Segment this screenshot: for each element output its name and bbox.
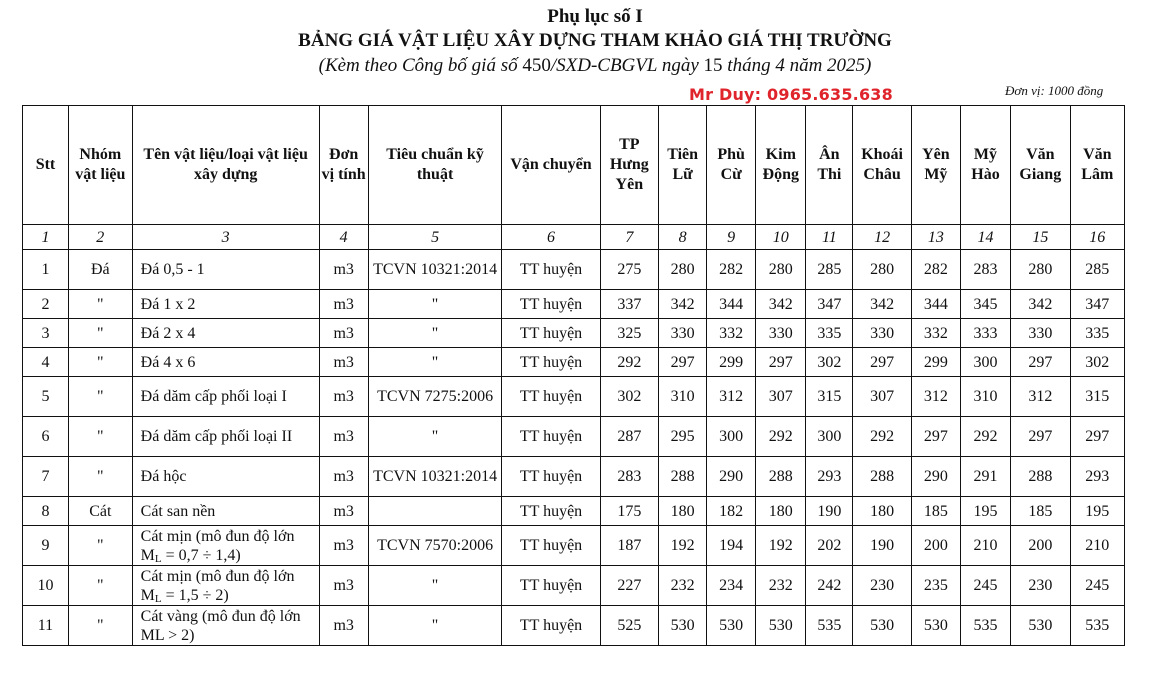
column-index: 14: [960, 225, 1010, 250]
column-index: 7: [600, 225, 658, 250]
row-price: 200: [1011, 526, 1071, 566]
row-price: 525: [600, 606, 658, 646]
row-price: 194: [707, 526, 756, 566]
column-header: Nhóm vật liệu: [68, 106, 132, 225]
row-unit: m3: [319, 319, 368, 348]
row-price: 312: [707, 377, 756, 417]
row-price: 295: [659, 417, 707, 457]
row-material-name: [132, 566, 319, 606]
subtitle-post: tháng 4 năm 2025): [722, 55, 872, 76]
row-standard: ": [368, 348, 502, 377]
row-price: 530: [659, 606, 707, 646]
row-price: 192: [756, 526, 806, 566]
contact-watermark: Mr Duy: 0965.635.638: [689, 85, 893, 104]
column-header: Ân Thi: [806, 106, 853, 225]
row-standard: ": [368, 606, 502, 646]
row-unit: m3: [319, 417, 368, 457]
row-stt: 9: [23, 526, 69, 566]
doc-number: 450: [522, 55, 551, 76]
row-price: 227: [600, 566, 658, 606]
row-price: 332: [707, 319, 756, 348]
row-transport: TT huyện: [502, 526, 600, 566]
row-price: 297: [756, 348, 806, 377]
header-row: [23, 106, 1125, 225]
row-price: 347: [806, 290, 853, 319]
table-row: [23, 526, 1125, 566]
row-standard: TCVN 7275:2006: [368, 377, 502, 417]
row-price: 293: [1070, 457, 1124, 497]
row-price: 325: [600, 319, 658, 348]
column-header: Văn Giang: [1011, 106, 1071, 225]
row-price: 530: [1011, 606, 1071, 646]
row-price: 302: [1070, 348, 1124, 377]
row-price: 530: [756, 606, 806, 646]
row-price: 530: [911, 606, 960, 646]
row-price: 288: [659, 457, 707, 497]
row-price: 282: [911, 250, 960, 290]
column-index: 12: [853, 225, 911, 250]
row-price: 300: [806, 417, 853, 457]
column-header: Stt: [23, 106, 69, 225]
row-stt: 11: [23, 606, 69, 646]
row-price: 337: [600, 290, 658, 319]
row-price: 190: [853, 526, 911, 566]
row-transport: TT huyện: [502, 377, 600, 417]
row-price: 300: [707, 417, 756, 457]
row-group: ": [68, 377, 132, 417]
row-price: 230: [853, 566, 911, 606]
row-price: 312: [911, 377, 960, 417]
row-transport: TT huyện: [502, 290, 600, 319]
row-stt: 5: [23, 377, 69, 417]
row-transport: TT huyện: [502, 417, 600, 457]
row-unit: m3: [319, 457, 368, 497]
row-standard: TCVN 10321:2014: [368, 250, 502, 290]
row-price: 535: [806, 606, 853, 646]
row-stt: 3: [23, 319, 69, 348]
row-group: ": [68, 290, 132, 319]
row-price: 230: [1011, 566, 1071, 606]
row-price: 307: [853, 377, 911, 417]
row-price: 297: [1011, 417, 1071, 457]
row-material-name: Cát vàng (mô đun độ lớn ML > 2): [132, 606, 319, 646]
column-index: 16: [1070, 225, 1124, 250]
row-standard: ": [368, 566, 502, 606]
column-index: 13: [911, 225, 960, 250]
row-price: 283: [960, 250, 1010, 290]
row-price: 275: [600, 250, 658, 290]
appendix-title: Phụ lục số I: [547, 6, 643, 27]
column-index: 5: [368, 225, 502, 250]
row-price: 280: [853, 250, 911, 290]
material-name-part: = 0,7 ÷ 1,4): [161, 546, 241, 564]
row-unit: m3: [319, 497, 368, 526]
row-price: 299: [707, 348, 756, 377]
row-price: 280: [756, 250, 806, 290]
table-row: [23, 377, 1125, 417]
row-price: 330: [756, 319, 806, 348]
row-group: Cát: [68, 497, 132, 526]
row-price: 315: [806, 377, 853, 417]
row-material-name: Đá hộc: [132, 457, 319, 497]
column-index: 11: [806, 225, 853, 250]
row-price: 330: [659, 319, 707, 348]
unit-note: Đơn vị: 1000 đồng: [1005, 83, 1104, 98]
row-price: 190: [806, 497, 853, 526]
column-index: 10: [756, 225, 806, 250]
row-price: 297: [659, 348, 707, 377]
row-price: 345: [960, 290, 1010, 319]
column-header: Đơn vị tính: [319, 106, 368, 225]
row-price: 287: [600, 417, 658, 457]
row-price: 293: [806, 457, 853, 497]
row-stt: 4: [23, 348, 69, 377]
row-price: 291: [960, 457, 1010, 497]
row-stt: 7: [23, 457, 69, 497]
row-price: 288: [853, 457, 911, 497]
row-price: 290: [911, 457, 960, 497]
row-transport: TT huyện: [502, 348, 600, 377]
row-price: 200: [911, 526, 960, 566]
row-material-name: Đá 1 x 2: [132, 290, 319, 319]
row-price: 302: [806, 348, 853, 377]
table-row: [23, 348, 1125, 377]
row-price: 335: [806, 319, 853, 348]
column-header: Kim Động: [756, 106, 806, 225]
row-price: 297: [853, 348, 911, 377]
row-price: 210: [960, 526, 1010, 566]
row-unit: m3: [319, 566, 368, 606]
column-header: Tiêu chuẩn kỹ thuật: [368, 106, 502, 225]
column-header: Vận chuyển: [502, 106, 600, 225]
column-header: Yên Mỹ: [911, 106, 960, 225]
row-price: 332: [911, 319, 960, 348]
row-price: 330: [1011, 319, 1071, 348]
column-header: Tên vật liệu/loại vật liệu xây dựng: [132, 106, 319, 225]
row-group: ": [68, 319, 132, 348]
row-price: 347: [1070, 290, 1124, 319]
row-material-name: Đá 4 x 6: [132, 348, 319, 377]
row-stt: 6: [23, 417, 69, 457]
row-unit: m3: [319, 377, 368, 417]
document-subtitle: [20, 55, 1150, 77]
column-index: 9: [707, 225, 756, 250]
row-price: 180: [756, 497, 806, 526]
row-price: 315: [1070, 377, 1124, 417]
row-group: ": [68, 417, 132, 457]
row-price: 342: [1011, 290, 1071, 319]
row-price: 310: [960, 377, 1010, 417]
row-price: 175: [600, 497, 658, 526]
row-transport: TT huyện: [502, 606, 600, 646]
row-price: 232: [756, 566, 806, 606]
row-material-name: Đá 0,5 - 1: [132, 250, 319, 290]
table-row: [23, 319, 1125, 348]
row-price: 297: [1070, 417, 1124, 457]
table-row: [23, 457, 1125, 497]
material-name-part: L: [154, 552, 162, 565]
price-table: [22, 105, 1125, 646]
row-material-name: [132, 526, 319, 566]
row-material-name: Đá dăm cấp phối loại II: [132, 417, 319, 457]
row-price: 195: [960, 497, 1010, 526]
row-material-name: Đá dăm cấp phối loại I: [132, 377, 319, 417]
row-material-name: Cát san nền: [132, 497, 319, 526]
column-index: 15: [1011, 225, 1071, 250]
column-index: 8: [659, 225, 707, 250]
row-price: 292: [600, 348, 658, 377]
row-stt: 8: [23, 497, 69, 526]
column-index: 1: [23, 225, 69, 250]
row-price: 342: [853, 290, 911, 319]
material-name-part: L: [154, 592, 162, 605]
row-price: 180: [659, 497, 707, 526]
table-row: [23, 290, 1125, 319]
material-name-part: Cát mịn (mô đun độ lớn M: [140, 567, 295, 604]
row-price: 535: [960, 606, 1010, 646]
row-standard: ": [368, 290, 502, 319]
row-price: 333: [960, 319, 1010, 348]
table-row: [23, 566, 1125, 606]
row-stt: 2: [23, 290, 69, 319]
row-group: ": [68, 526, 132, 566]
row-unit: m3: [319, 348, 368, 377]
row-price: 280: [1011, 250, 1071, 290]
row-price: 242: [806, 566, 853, 606]
row-stt: 1: [23, 250, 69, 290]
material-name-part: Cát mịn (mô đun độ lớn M: [140, 527, 295, 564]
subtitle-pre: (Kèm theo Công bố giá số: [318, 55, 523, 76]
row-material-name: Đá 2 x 4: [132, 319, 319, 348]
row-price: 342: [659, 290, 707, 319]
row-transport: TT huyện: [502, 319, 600, 348]
column-header: Mỹ Hào: [960, 106, 1010, 225]
row-price: 307: [756, 377, 806, 417]
row-price: 283: [600, 457, 658, 497]
row-price: 335: [1070, 319, 1124, 348]
row-price: 245: [1070, 566, 1124, 606]
row-unit: m3: [319, 526, 368, 566]
row-price: 280: [659, 250, 707, 290]
row-price: 180: [853, 497, 911, 526]
subtitle-mid: /SXD-CBGVL ngày: [550, 55, 704, 76]
row-price: 288: [1011, 457, 1071, 497]
row-transport: TT huyện: [502, 250, 600, 290]
row-stt: 10: [23, 566, 69, 606]
row-group: ": [68, 606, 132, 646]
row-group: ": [68, 348, 132, 377]
row-standard: ": [368, 319, 502, 348]
row-price: 202: [806, 526, 853, 566]
row-price: 292: [853, 417, 911, 457]
row-price: 290: [707, 457, 756, 497]
column-header: Văn Lâm: [1070, 106, 1124, 225]
row-transport: TT huyện: [502, 497, 600, 526]
index-row: [23, 225, 1125, 250]
column-index: 2: [68, 225, 132, 250]
column-index: 3: [132, 225, 319, 250]
row-standard: ": [368, 417, 502, 457]
column-header: TP Hưng Yên: [600, 106, 658, 225]
row-price: 312: [1011, 377, 1071, 417]
row-price: 297: [1011, 348, 1071, 377]
row-group: Đá: [68, 250, 132, 290]
column-index: 6: [502, 225, 600, 250]
row-price: 235: [911, 566, 960, 606]
doc-day: 15: [703, 55, 723, 76]
row-price: 299: [911, 348, 960, 377]
row-price: 185: [911, 497, 960, 526]
row-price: 342: [756, 290, 806, 319]
row-unit: m3: [319, 290, 368, 319]
row-price: 535: [1070, 606, 1124, 646]
row-price: 182: [707, 497, 756, 526]
row-price: 302: [600, 377, 658, 417]
row-standard: TCVN 7570:2006: [368, 526, 502, 566]
row-price: 285: [806, 250, 853, 290]
row-price: 185: [1011, 497, 1071, 526]
row-price: 285: [1070, 250, 1124, 290]
row-unit: m3: [319, 250, 368, 290]
column-header: Tiên Lữ: [659, 106, 707, 225]
row-price: 344: [707, 290, 756, 319]
table-row: [23, 417, 1125, 457]
row-price: 234: [707, 566, 756, 606]
row-price: 288: [756, 457, 806, 497]
row-price: 297: [911, 417, 960, 457]
row-group: ": [68, 457, 132, 497]
row-price: 282: [707, 250, 756, 290]
table-row: [23, 497, 1125, 526]
document-title: BẢNG GIÁ VẬT LIỆU XÂY DỰNG THAM KHẢO GIÁ THỊ TRƯỜNG: [298, 30, 892, 51]
row-price: 195: [1070, 497, 1124, 526]
row-unit: m3: [319, 606, 368, 646]
row-price: 232: [659, 566, 707, 606]
row-price: 187: [600, 526, 658, 566]
row-price: 310: [659, 377, 707, 417]
row-group: ": [68, 566, 132, 606]
row-transport: TT huyện: [502, 566, 600, 606]
row-transport: TT huyện: [502, 457, 600, 497]
row-price: 344: [911, 290, 960, 319]
column-header: Phù Cừ: [707, 106, 756, 225]
column-header: Khoái Châu: [853, 106, 911, 225]
row-price: 245: [960, 566, 1010, 606]
row-price: 530: [853, 606, 911, 646]
row-price: 530: [707, 606, 756, 646]
row-price: 210: [1070, 526, 1124, 566]
row-price: 292: [756, 417, 806, 457]
row-standard: [368, 497, 502, 526]
row-price: 292: [960, 417, 1010, 457]
row-standard: TCVN 10321:2014: [368, 457, 502, 497]
table-row: [23, 250, 1125, 290]
table-row: [23, 606, 1125, 646]
row-price: 192: [659, 526, 707, 566]
column-index: 4: [319, 225, 368, 250]
material-name-part: = 1,5 ÷ 2): [161, 586, 229, 604]
row-price: 300: [960, 348, 1010, 377]
row-price: 330: [853, 319, 911, 348]
